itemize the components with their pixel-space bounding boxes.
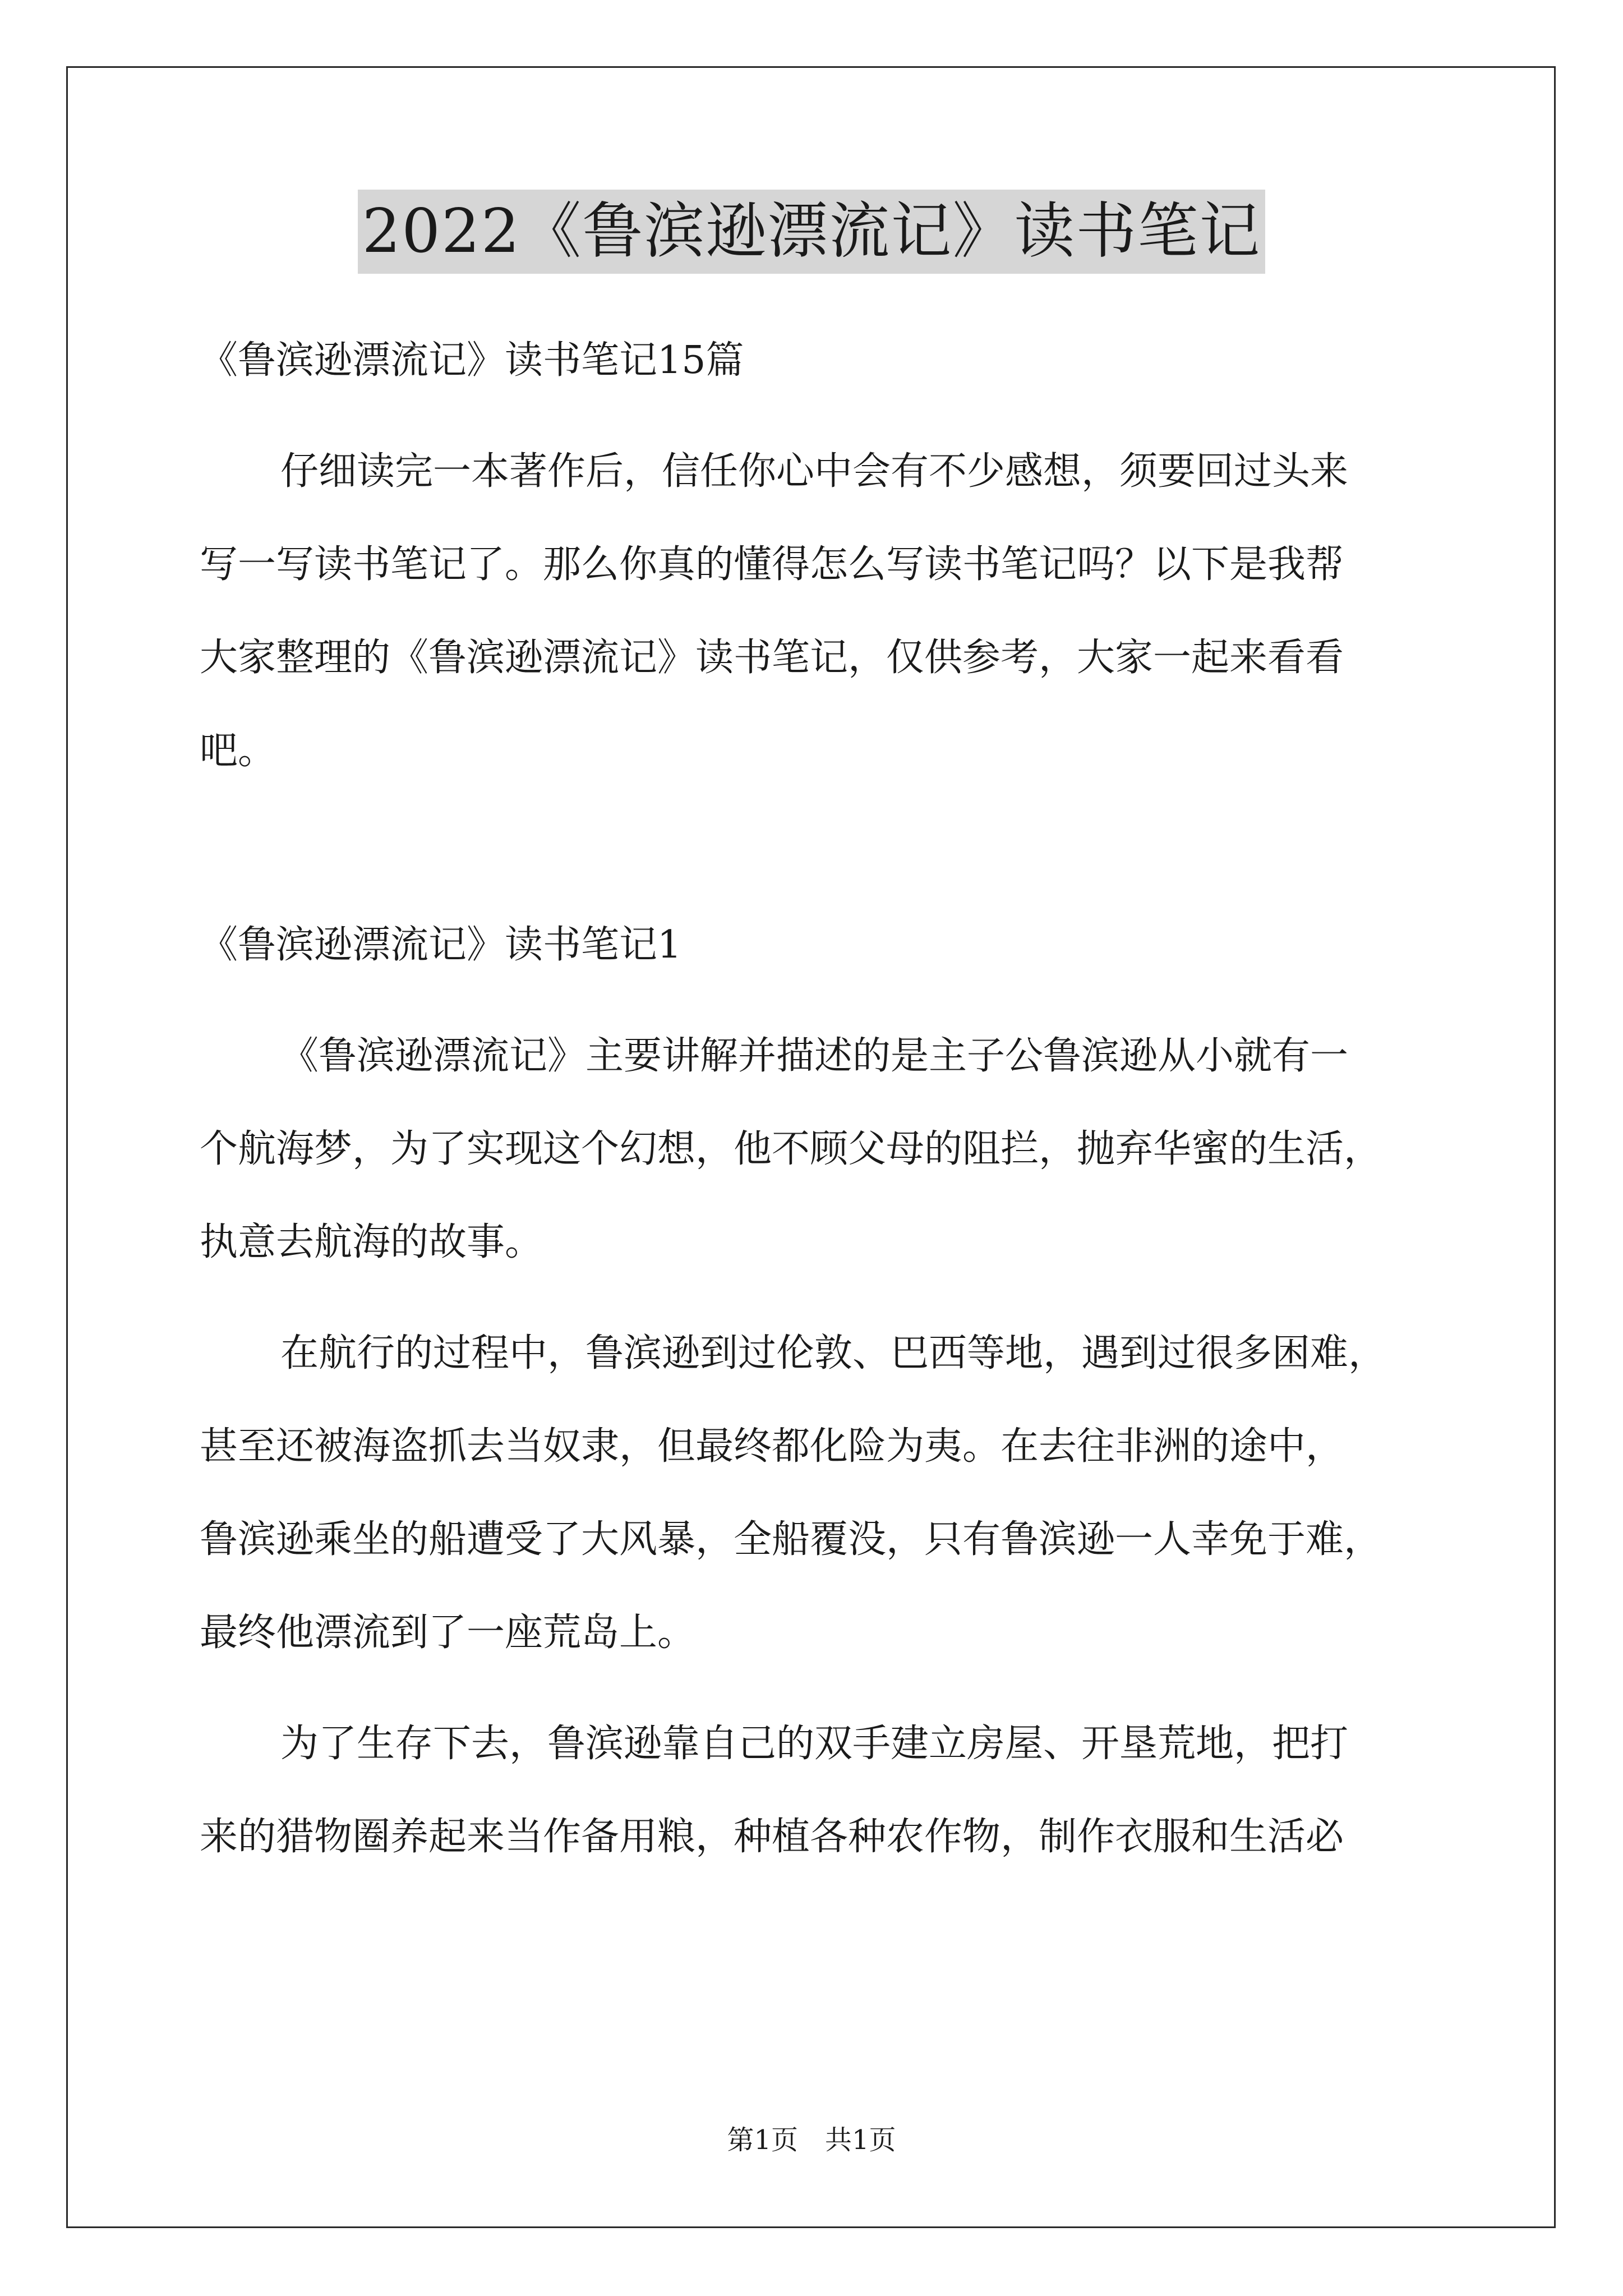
intro-line: 写一写读书笔记了。那么你真的懂得怎么写读书笔记吗？以下是我帮 (200, 542, 1344, 587)
paragraph-line: 鲁滨逊乘坐的船遭受了大风暴，全船覆没，只有鲁滨逊一人幸免于难， (200, 1517, 1382, 1562)
body-paragraph-3 (200, 1697, 1450, 1884)
intro-line: 大家整理的《鲁滨逊漂流记》读书笔记，仅供参考，大家一起来看看 (200, 636, 1344, 680)
intro-line: 仔细读完一本著作后，信任你心中会有不少感想，须要回过头来 (280, 449, 1349, 494)
section-heading: 《鲁滨逊漂流记》读书笔记1 (200, 923, 682, 967)
paragraph-line: 《鲁滨逊漂流记》主要讲解并描述的是主子公鲁滨逊从小就有一 (280, 1034, 1349, 1078)
page-number-footer: 第1页 共1页 (727, 2124, 896, 2156)
body-paragraph-2 (200, 1307, 1450, 1680)
document-title-text: 2022《鲁滨逊漂流记》读书笔记 (358, 190, 1266, 274)
intro-line: 吧。 (200, 729, 276, 773)
intro-paragraph (200, 425, 1450, 798)
paragraph-line: 执意去航海的故事。 (200, 1220, 543, 1264)
paragraph-line: 最终他漂流到了一座荒岛上。 (200, 1611, 696, 1655)
subtitle: 《鲁滨逊漂流记》读书笔记15篇 (200, 338, 744, 383)
paragraph-line: 个航海梦，为了实现这个幻想，他不顾父母的阻拦，抛弃华蜜的生活， (200, 1127, 1382, 1171)
paragraph-line: 在航行的过程中，鲁滨逊到过伦敦、巴西等地，遇到过很多困难， (280, 1331, 1387, 1375)
paragraph-line: 甚至还被海盗抓去当奴隶，但最终都化险为夷。在去往非洲的途中， (200, 1424, 1344, 1469)
paragraph-line: 为了生存下去，鲁滨逊靠自己的双手建立房屋、开垦荒地，把打 (280, 1722, 1349, 1766)
document-title (0, 190, 1623, 294)
document-body (200, 314, 1450, 1884)
paragraph-line: 来的猎物圈养起来当作备用粮，种植各种农作物，制作衣服和生活必 (200, 1815, 1344, 1859)
body-paragraph-1 (200, 1010, 1450, 1289)
